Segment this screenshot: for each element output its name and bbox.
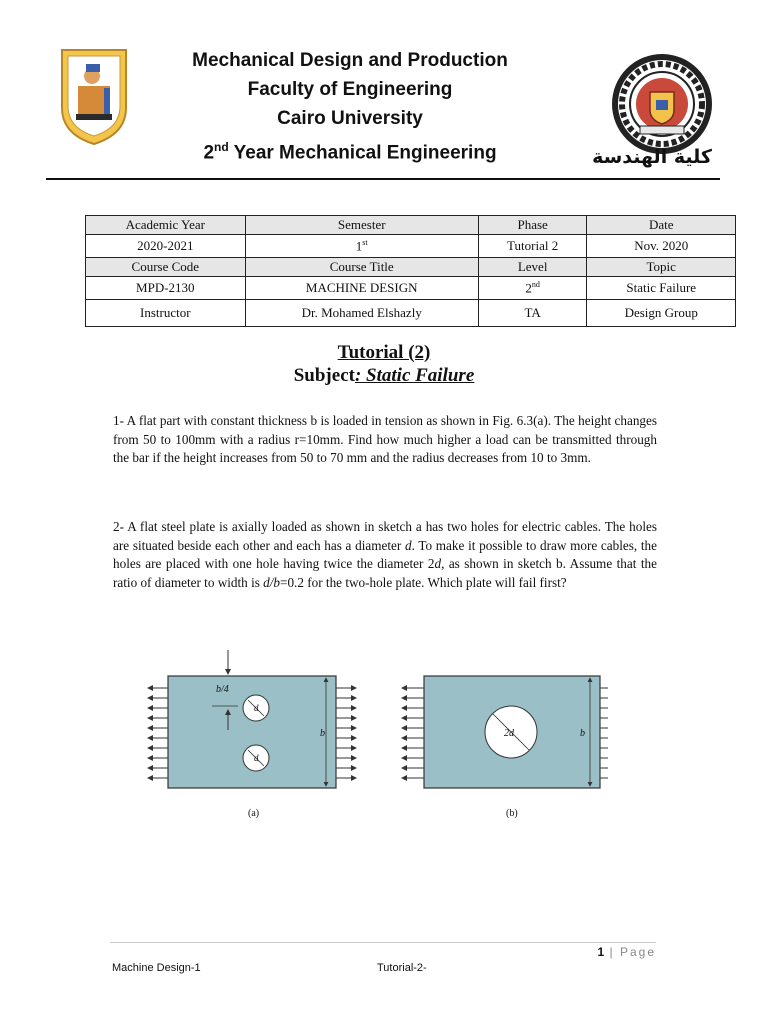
- year-superscript: nd: [214, 140, 229, 154]
- title-line-2: Faculty of Engineering: [247, 79, 453, 100]
- page-header: [0, 0, 768, 180]
- table-cell: Design Group: [587, 300, 736, 327]
- q2-part: d: [404, 537, 412, 553]
- cairo-university-logo: [58, 46, 130, 146]
- title-line-3: Cairo University: [277, 108, 423, 129]
- plate-a: [168, 676, 336, 788]
- title-line-4: [150, 133, 550, 167]
- table-row: [86, 235, 736, 258]
- year-number: 2: [203, 142, 215, 164]
- table-row: [86, 300, 736, 327]
- left-load-arrows-a: [148, 688, 168, 778]
- right-load-arrows-b: [600, 688, 608, 778]
- level-superscript: nd: [531, 279, 540, 289]
- table-cell: Instructor: [86, 300, 246, 327]
- semester-value: 1: [355, 238, 363, 254]
- table-cell: MACHINE DESIGN: [245, 277, 478, 300]
- tutorial-heading: [234, 341, 534, 387]
- institution-title: [150, 46, 550, 167]
- table-cell: Level: [478, 258, 587, 277]
- page-number-value: 1: [597, 945, 605, 959]
- label-b4: b/4: [216, 684, 229, 695]
- label-d-bottom: d: [254, 753, 259, 763]
- table-cell: Date: [587, 216, 736, 235]
- table-row: [86, 258, 736, 277]
- year-rest: Year Mechanical Engineering: [228, 142, 497, 164]
- subject-label: Subject: [293, 365, 355, 386]
- table-row: [86, 277, 736, 300]
- footer-left-text: Machine Design-1: [112, 962, 201, 974]
- q2-part: . To make it possible to draw more cables, the holes are placed with one hole having twice the diameter 2: [113, 537, 657, 571]
- table-cell: Tutorial 2: [478, 235, 587, 258]
- table-cell: [478, 277, 587, 300]
- q2-part: , as shown in sketch b. Assume that the ratio of diameter to width is: [113, 556, 657, 590]
- subject-value: : Static Failure: [354, 365, 475, 386]
- q2-part: d/b: [263, 574, 281, 590]
- table-cell: TA: [478, 300, 587, 327]
- title-line-1: Mechanical Design and Production: [192, 50, 508, 71]
- page-label: | Page: [604, 945, 656, 959]
- table-cell: 2020-2021: [86, 235, 246, 258]
- level-value: 2: [525, 280, 532, 296]
- table-cell: Topic: [587, 258, 736, 277]
- table-cell: Nov. 2020: [587, 235, 736, 258]
- tutorial-subject: [234, 364, 534, 387]
- caption-a: (a): [248, 808, 260, 819]
- table-cell: Course Code: [86, 258, 246, 277]
- arabic-faculty-name: كلية الهندسة: [592, 146, 712, 168]
- caption-b: (b): [506, 808, 518, 819]
- semester-superscript: st: [362, 237, 368, 247]
- tutorial-title: Tutorial (2): [337, 342, 431, 363]
- page-number: [560, 945, 656, 959]
- question-1: 1- A flat part with constant thickness b is loaded in tension as shown in Fig. 6.3(a). The height changes from 50 to 100mm with a radius r=10mm. Find how much higher a load can be transmitted through the bar if the height increases from 50 to 70 mm and the radius decreases from 10 to 3mm.: [113, 413, 657, 465]
- table-cell: Course Title: [245, 258, 478, 277]
- left-load-arrows-b: [402, 688, 424, 778]
- table-cell: Static Failure: [587, 277, 736, 300]
- table-cell: Dr. Mohamed Elshazly: [245, 300, 478, 327]
- table-cell: MPD-2130: [86, 277, 246, 300]
- label-2d: 2d: [504, 728, 514, 739]
- label-b-b: b: [580, 728, 585, 739]
- right-load-arrows-a: [336, 688, 356, 778]
- table-row: [86, 216, 736, 235]
- label-b-a: b: [320, 728, 325, 739]
- faculty-of-engineering-logo: [610, 52, 714, 156]
- q2-part: d: [434, 556, 442, 571]
- footer-divider: [110, 942, 656, 943]
- plate-figure: [140, 648, 610, 824]
- q2-part: 2- A flat steel plate is axially loaded as shown in sketch a has two holes for electric cables. The holes are situated beside each other and each has a diameter: [113, 519, 657, 553]
- header-divider: [46, 178, 720, 180]
- table-cell: Academic Year: [86, 216, 246, 235]
- footer-center-text: Tutorial-2-: [377, 962, 427, 974]
- course-info-table: [85, 215, 736, 327]
- table-cell: Semester: [245, 216, 478, 235]
- label-d-top: d: [254, 703, 259, 713]
- q2-part: =0.2 for the two-hole plate. Which plate will fail first?: [280, 574, 567, 590]
- question-2: [113, 518, 657, 592]
- table-cell: Phase: [478, 216, 587, 235]
- table-cell: [245, 235, 478, 258]
